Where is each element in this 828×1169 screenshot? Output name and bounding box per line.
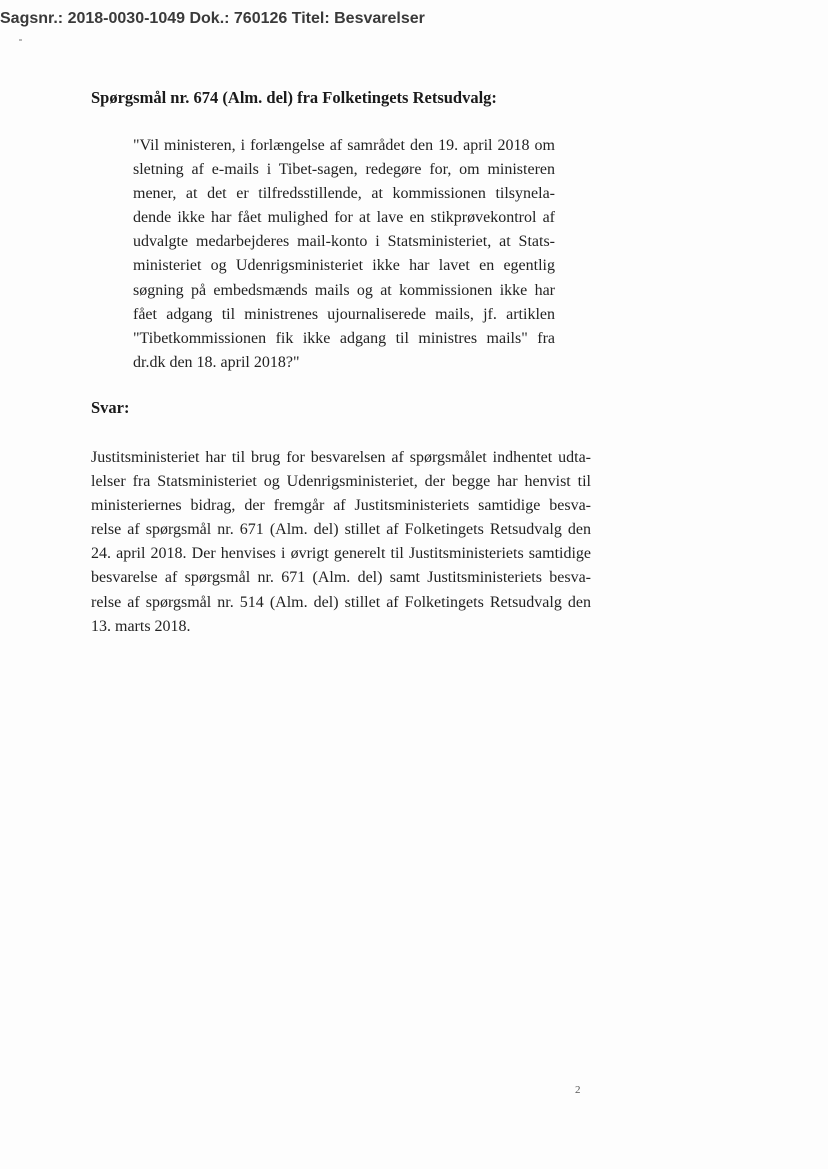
answer-line: 13. marts 2018. [91,617,191,635]
question-line: udvalgte medarbejderes mail-konto i Statsministeriet, at Stats- [133,233,555,251]
answer-line: relse af spørgsmål nr. 671 (Alm. del) stillet af Folketingets Retsudvalg den [91,521,591,539]
question-heading: Spørgsmål nr. 674 (Alm. del) fra Folketingets Retsudvalg: [91,88,497,107]
answer-heading: Svar: [91,398,130,417]
question-line: dr.dk den 18. april 2018?" [133,353,300,371]
question-line: søgning på embedsmænds mails og at kommissionen ikke har [133,281,555,299]
answer-line: lelser fra Statsministeriet og Udenrigsministeriet, der begge har henvist til [91,473,591,491]
answer-line: besvarelse af spørgsmål nr. 671 (Alm. del) samt Justitsministeriets besva- [91,569,591,587]
question-line: sletning af e-mails i Tibet-sagen, redegøre for, om ministeren [133,161,555,179]
question-line: dende ikke har fået mulighed for at lave en stikprøvekontrol af [133,209,555,227]
question-line: "Vil ministeren, i forlængelse af samrådet den 19. april 2018 om [133,137,555,154]
case-header-stamp: Sagsnr.: 2018-0030-1049 Dok.: 760126 Titel: Besvarelser [0,10,425,27]
question-line: ministeriet og Udenrigsministeriet ikke har lavet en egentlig [133,257,555,275]
question-line: "Tibetkommissionen fik ikke adgang til ministres mails" fra [133,329,555,347]
answer-text [91,446,591,639]
question-line: mener, at det er tilfredsstillende, at kommissionen tilsynela- [133,185,555,203]
answer-line: Justitsministeriet har til brug for besvarelsen af spørgsmålet indhentet udta- [91,449,591,466]
answer-line: 24. april 2018. Der henvises i øvrigt generelt til Justitsministeriets samtidige [91,545,591,563]
scan-speck [19,39,22,41]
answer-line: relse af spørgsmål nr. 514 (Alm. del) stillet af Folketingets Retsudvalg den [91,593,591,611]
question-line: fået adgang til ministrenes ujournaliserede mails, jf. artiklen [133,305,555,323]
page-number: 2 [575,1084,581,1096]
answer-line: ministeriernes bidrag, der fremgår af Justitsministeriets samtidige besva- [91,497,591,515]
question-text [133,134,555,375]
